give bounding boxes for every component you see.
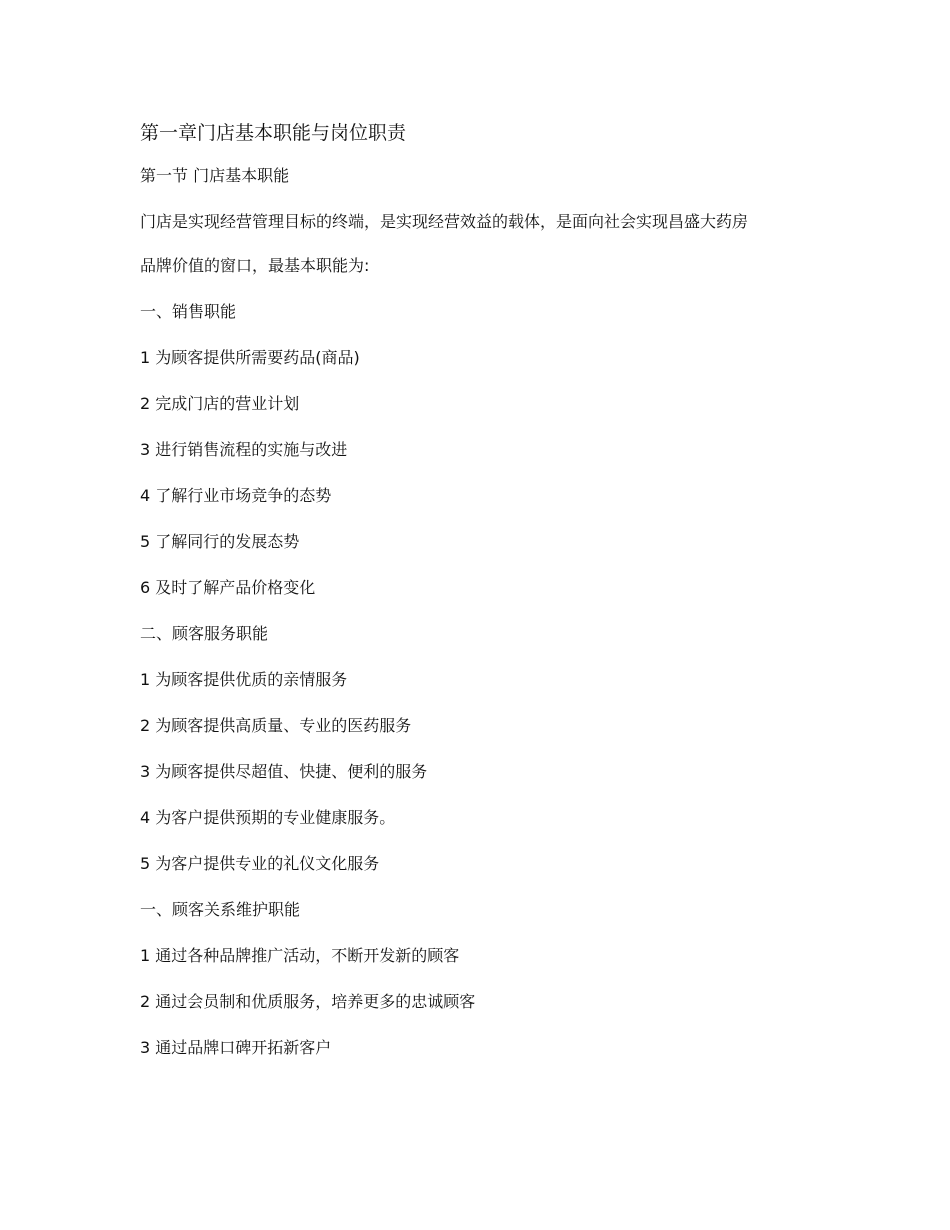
list-item: 3 为顾客提供尽超值、快捷、便利的服务 <box>140 762 428 781</box>
intro-continuation: 品牌价值的窗口，最基本职能为: <box>140 256 370 275</box>
list-item: 3 进行销售流程的实施与改进 <box>140 440 348 459</box>
list-item: 4 了解行业市场竞争的态势 <box>140 486 332 505</box>
document-body <box>140 120 820 1082</box>
list-item: 6 及时了解产品价格变化 <box>140 578 316 597</box>
list-item: 2 完成门店的营业计划 <box>140 394 300 413</box>
list-item: 5 为客户提供专业的礼仪文化服务 <box>140 854 380 873</box>
list-item: 1 为顾客提供优质的亲情服务 <box>140 670 348 689</box>
list-item: 4 为客户提供预期的专业健康服务。 <box>140 808 396 827</box>
chapter-title: 第一章门店基本职能与岗位职责 <box>140 122 407 144</box>
list-item: 1 通过各种品牌推广活动，不断开发新的顾客 <box>140 946 460 965</box>
list-item: 二、顾客服务职能 <box>140 624 269 643</box>
section-heading: 第一节 门店基本职能 <box>140 166 290 185</box>
intro-paragraph: 门店是实现经营管理目标的终端，是实现经营效益的载体，是面向社会实现昌盛大药房 <box>140 212 749 231</box>
list-item: 5 了解同行的发展态势 <box>140 532 300 551</box>
list-item: 一、顾客关系维护职能 <box>140 900 301 919</box>
list-item: 2 为顾客提供高质量、专业的医药服务 <box>140 716 412 735</box>
list-item: 1 为顾客提供所需要药品(商品) <box>140 348 360 367</box>
list-item: 2 通过会员制和优质服务，培养更多的忠诚顾客 <box>140 992 476 1011</box>
list-item: 一、销售职能 <box>140 302 237 321</box>
list-item: 3 通过品牌口碑开拓新客户 <box>140 1038 332 1057</box>
